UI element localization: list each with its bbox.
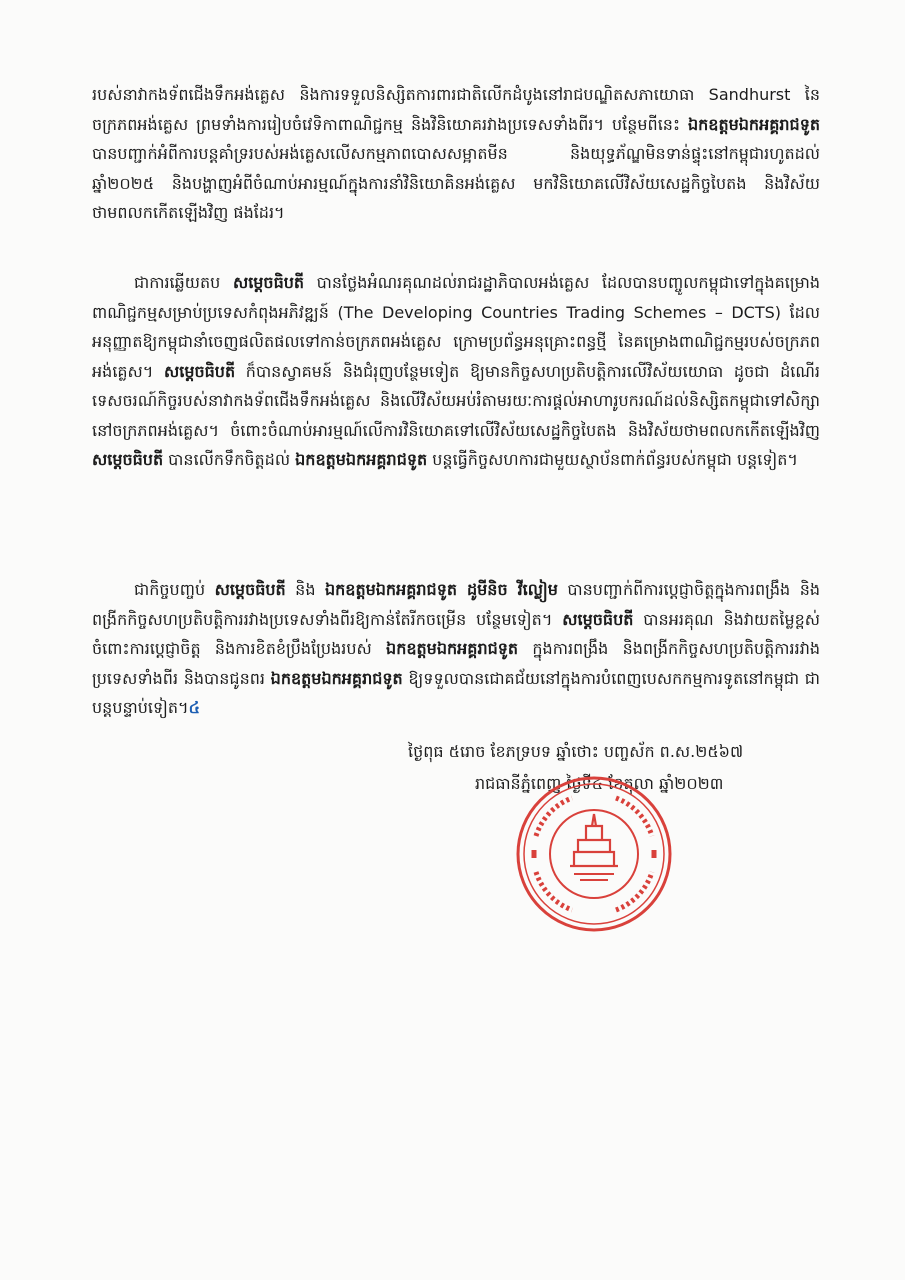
p1-text-1: របស់នាវាកងទ័ពជើងទឹកអង់គ្លេស និងការទទួលនិស្សិតការពារជាតិលើកដំបូងនៅរាជបណ្ឌិតសភាយោធា Sandhurst នៃចក្រភពអង់គ្លេស ព្រមទាំងការរៀបចំវេទិកាពាណិជ្ជកម្ម និងវិនិយោគរវាងប្រទេសទាំងពីរ។ បន្ថែមពីនេះ [92, 85, 820, 134]
paragraph-2 [92, 268, 820, 475]
handwritten-mark: ៤ [188, 698, 200, 717]
p3-bold-2: ឯកឧត្តមឯកអគ្គរាជទូត ដូមីនិច វីល្លៀម [324, 580, 558, 599]
p3-text-3: បានបញ្ជាក់ពីការប្តេជ្ញាចិត្តក្នុងការពង្រឹង និងពង្រីកកិច្ចសហប្រតិបត្តិការរវាងប្រទេសទាំងពីរឱ្យកាន់តែរីកចម្រើន បន្ថែមទៀត។ [92, 580, 821, 629]
p3-text-6: ឱ្យទទួលបានជោគជ័យនៅក្នុងការបំពេញបេសកកម្មការទូតនៅកម្ពុជា ជាបន្តបន្ទាប់ទៀត។ [92, 668, 821, 717]
p3-text-2: និង [285, 580, 325, 599]
p1-bold-1: ឯកឧត្តមឯកអគ្គរាជទូត [687, 114, 820, 134]
p3-bold-1: សម្តេចធិបតី [214, 580, 286, 599]
p3-bold-3: សម្តេចធិបតី [562, 609, 634, 629]
paragraph-3 [92, 575, 820, 723]
p2-text-5: បន្តធ្វើកិច្ចសហការជាមួយស្ថាប័នពាក់ព័ន្ធរបស់កម្ពុជា បន្តទៀត។ [427, 450, 798, 469]
p2-text-2: បានថ្លែងអំណរគុណដល់រាជរដ្ឋាភិបាលអង់គ្លេស ដែលបានបញ្ចូលកម្ពុជាទៅក្នុងគម្រោងពាណិជ្ជកម្មសម្រាប់ប្រទេសកំពុងអភិវឌ្ឍន៍ (The Developing Countries Trading Schemes – DCTS) ដែលអនុញ្ញាតឱ្យកម្ពុជានាំចេញផលិតផលទៅកាន់ចក្រភពអង់គ្លេស ក្រោមប្រព័ន្ធអនុគ្រោះពន្ធថ្មី នៃគម្រោងពាណិជ្ជកម្មរបស់ចក្រភពអង់គ្លេស។ [92, 273, 820, 381]
p2-text-3: ក៏បានស្វាគមន៍ និងជំរុញបន្ថែមទៀត ឱ្យមានកិច្ចសហប្រតិបត្តិការលើវិស័យយោធា ដូចជា ដំណើរទេសចរណ៍កិច្ចរបស់នាវាកងទ័ពជើងទឹកអង់គ្លេស និងលើវិស័យអប់រំតាមរយៈការផ្តល់អាហារូបករណ៍ដល់និស្សិតកម្ពុជាទៅសិក្សានៅចក្រភពអង់គ្លេស។ ចំពោះចំណាប់អារម្មណ៍លើការវិនិយោគទៅលើវិស័យសេដ្ឋកិច្ចបៃតង និងវិស័យថាមពលកកើតឡើងវិញ [92, 361, 820, 440]
p1-text-2: បានបញ្ជាក់អំពីការបន្តគាំទ្ររបស់អង់គ្លេសលើសកម្មភាពបោសសម្អាតមីន និងយុទ្ធភ័ណ្ឌមិនទាន់ផ្ទុះនៅកម្ពុជារហូតដល់ឆ្នាំ២០២៥ និងបង្ហាញអំពីចំណាប់អារម្មណ៍ក្នុងការនាំវិនិយោគិនអង់គ្លេស មកវិនិយោគលើវិស័យសេដ្ឋកិច្ចបៃតង និងវិស័យថាមពលកកើតឡើងវិញ ផងដែរ។ [92, 144, 820, 222]
official-seal-icon [514, 774, 674, 934]
p3-bold-4: ឯកឧត្តមឯកអគ្គរាជទូត [386, 639, 519, 658]
p3-text-4: បានអរគុណ និងវាយតម្លៃខ្ពស់ ចំពោះការប្តេជ្ញាចិត្ត និងការខិតខំប្រឹងប្រែងរបស់ [92, 609, 821, 658]
paragraph-1 [92, 80, 820, 228]
p3-text-1: ជាកិច្ចបញ្ចប់ [134, 580, 215, 599]
date-place: រាជធានីភ្នំពេញ ថ្ងៃទី៤ ខែតុលា ឆ្នាំ២០២៣ [475, 774, 724, 793]
p2-bold-3: សម្តេចធិបតី [92, 450, 164, 469]
p2-bold-4: ឯកឧត្តមឯកអគ្គរាជទូត [295, 450, 428, 469]
p2-text-1: ជាការឆ្លើយតប [134, 273, 233, 292]
p3-text-5: ក្នុងការពង្រឹង និងពង្រីកកិច្ចសហប្រតិបត្តិការរវាងប្រទេសទាំងពីរ និងបានជូនពរ [92, 639, 821, 688]
p2-text-4: បានលើកទឹកចិត្តដល់ [163, 450, 296, 469]
date-lunar: ថ្ងៃពុធ ៥រោច ខែភទ្របទ ឆ្នាំថោះ បញ្ចស័ក ព.ស.២៥៦៧ [408, 742, 744, 761]
p2-bold-1: សម្តេចធិបតី [232, 273, 305, 292]
p3-bold-5: ឯកឧត្តមឯកអគ្គរាជទូត [270, 668, 403, 688]
p2-bold-2: សម្តេចធិបតី [164, 361, 236, 381]
